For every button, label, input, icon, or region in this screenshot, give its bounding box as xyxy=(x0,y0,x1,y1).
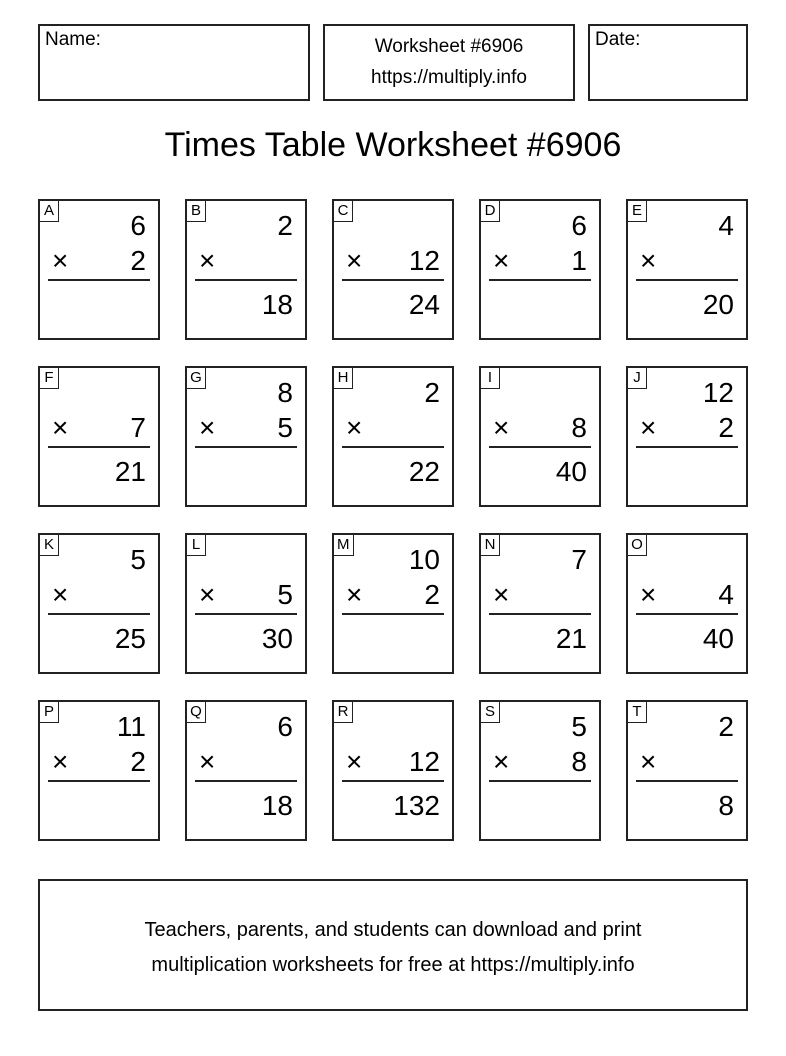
problem-card xyxy=(185,366,307,507)
problem-card xyxy=(479,533,601,674)
problem-letter: A xyxy=(39,200,59,222)
worksheet-url: https://multiply.info xyxy=(371,67,527,88)
problem-letter: F xyxy=(39,367,59,389)
multiplicand: 5 xyxy=(130,544,146,575)
times-sign: × xyxy=(52,746,69,777)
problem-card xyxy=(38,533,160,674)
footer-box xyxy=(38,879,748,1011)
date-label: Date: xyxy=(595,29,641,50)
footer-line-1: Teachers, parents, and students can download and print xyxy=(144,919,642,941)
problem-card xyxy=(332,533,454,674)
answer-rule xyxy=(636,279,738,281)
times-sign: × xyxy=(346,579,363,610)
times-sign: × xyxy=(52,412,69,443)
times-sign: × xyxy=(640,412,657,443)
problem-letter: G xyxy=(186,367,206,389)
problem-letter: J xyxy=(627,367,647,389)
times-sign: × xyxy=(493,746,510,777)
times-sign: × xyxy=(640,245,657,276)
problem-card xyxy=(626,199,748,340)
answer-rule xyxy=(48,613,150,615)
multiplier: 8 xyxy=(571,746,587,777)
times-sign: × xyxy=(493,412,510,443)
multiplicand: 6 xyxy=(571,210,587,241)
product: 20 xyxy=(702,289,734,320)
times-sign: × xyxy=(493,245,510,276)
times-sign: × xyxy=(199,245,216,276)
product: 25 xyxy=(114,623,146,654)
product: 132 xyxy=(393,790,440,821)
times-sign: × xyxy=(640,746,657,777)
problem-card xyxy=(479,366,601,507)
product: 24 xyxy=(408,289,440,320)
product: 30 xyxy=(261,623,293,654)
answer-rule xyxy=(48,780,150,782)
multiplicand: 2 xyxy=(424,377,440,408)
answer-rule xyxy=(342,446,444,448)
multiplicand: 2 xyxy=(277,210,293,241)
problem-letter: S xyxy=(480,701,500,723)
problem-card xyxy=(479,199,601,340)
multiplier: 2 xyxy=(130,746,146,777)
answer-rule xyxy=(342,780,444,782)
times-sign: × xyxy=(346,746,363,777)
product: 21 xyxy=(555,623,587,654)
multiplicand: 6 xyxy=(277,711,293,742)
multiplier: 5 xyxy=(277,412,293,443)
problem-card xyxy=(479,700,601,841)
problem-card xyxy=(38,366,160,507)
product: 21 xyxy=(114,456,146,487)
times-sign: × xyxy=(52,579,69,610)
times-sign: × xyxy=(199,746,216,777)
worksheet-info-box xyxy=(323,24,575,101)
problem-letter: N xyxy=(480,534,500,556)
answer-rule xyxy=(489,279,591,281)
times-sign: × xyxy=(346,245,363,276)
multiplier: 2 xyxy=(718,412,734,443)
multiplicand: 11 xyxy=(116,711,146,742)
worksheet-number: Worksheet #6906 xyxy=(374,36,524,57)
problem-card xyxy=(332,700,454,841)
times-sign: × xyxy=(52,245,69,276)
name-label: Name: xyxy=(45,29,101,50)
problem-letter: I xyxy=(480,367,500,389)
multiplier: 7 xyxy=(130,412,146,443)
answer-rule xyxy=(195,279,297,281)
answer-rule xyxy=(636,780,738,782)
problem-letter: D xyxy=(480,200,500,222)
answer-rule xyxy=(489,780,591,782)
problem-card xyxy=(626,366,748,507)
multiplicand: 2 xyxy=(718,711,734,742)
times-sign: × xyxy=(199,579,216,610)
answer-rule xyxy=(342,279,444,281)
multiplicand: 7 xyxy=(571,544,587,575)
problem-letter: R xyxy=(333,701,353,723)
problem-card xyxy=(626,533,748,674)
multiplier: 2 xyxy=(130,245,146,276)
problem-letter: C xyxy=(333,200,353,222)
product: 22 xyxy=(408,456,440,487)
problem-card xyxy=(185,700,307,841)
multiplier: 12 xyxy=(408,245,440,276)
multiplier: 1 xyxy=(571,245,587,276)
problem-card xyxy=(332,366,454,507)
problem-letter: T xyxy=(627,701,647,723)
answer-rule xyxy=(342,613,444,615)
problem-card xyxy=(185,199,307,340)
multiplier: 8 xyxy=(571,412,587,443)
problem-letter: K xyxy=(39,534,59,556)
product: 40 xyxy=(702,623,734,654)
problem-letter: M xyxy=(333,534,354,556)
times-sign: × xyxy=(640,579,657,610)
problem-letter: E xyxy=(627,200,647,222)
footer-text xyxy=(40,913,746,983)
multiplier: 5 xyxy=(277,579,293,610)
problem-letter: B xyxy=(186,200,206,222)
problem-letter: P xyxy=(39,701,59,723)
answer-rule xyxy=(195,613,297,615)
problem-letter: O xyxy=(627,534,647,556)
answer-rule xyxy=(48,279,150,281)
answer-rule xyxy=(636,613,738,615)
times-sign: × xyxy=(346,412,363,443)
product: 8 xyxy=(718,790,734,821)
multiplicand: 12 xyxy=(702,377,734,408)
name-field-box[interactable] xyxy=(38,24,310,101)
problem-letter: H xyxy=(333,367,353,389)
problem-card xyxy=(38,199,160,340)
multiplicand: 8 xyxy=(277,377,293,408)
answer-rule xyxy=(195,446,297,448)
times-sign: × xyxy=(493,579,510,610)
answer-rule xyxy=(195,780,297,782)
product: 18 xyxy=(261,790,293,821)
answer-rule xyxy=(489,613,591,615)
page-title: Times Table Worksheet #6906 xyxy=(164,126,622,164)
footer-line-2: multiplication worksheets for free at https://multiply.info xyxy=(151,954,635,976)
problem-card xyxy=(38,700,160,841)
multiplicand: 6 xyxy=(130,210,146,241)
date-field-box[interactable] xyxy=(588,24,748,101)
multiplier: 12 xyxy=(408,746,440,777)
answer-rule xyxy=(48,446,150,448)
multiplicand: 5 xyxy=(571,711,587,742)
answer-rule xyxy=(636,446,738,448)
times-sign: × xyxy=(199,412,216,443)
problem-card xyxy=(332,199,454,340)
product: 40 xyxy=(555,456,587,487)
multiplier: 2 xyxy=(424,579,440,610)
answer-rule xyxy=(489,446,591,448)
multiplicand: 4 xyxy=(718,210,734,241)
product: 18 xyxy=(261,289,293,320)
problem-letter: L xyxy=(186,534,206,556)
problem-card xyxy=(185,533,307,674)
problem-letter: Q xyxy=(186,701,206,723)
problem-card xyxy=(626,700,748,841)
multiplier: 4 xyxy=(718,579,734,610)
multiplicand: 10 xyxy=(408,544,440,575)
